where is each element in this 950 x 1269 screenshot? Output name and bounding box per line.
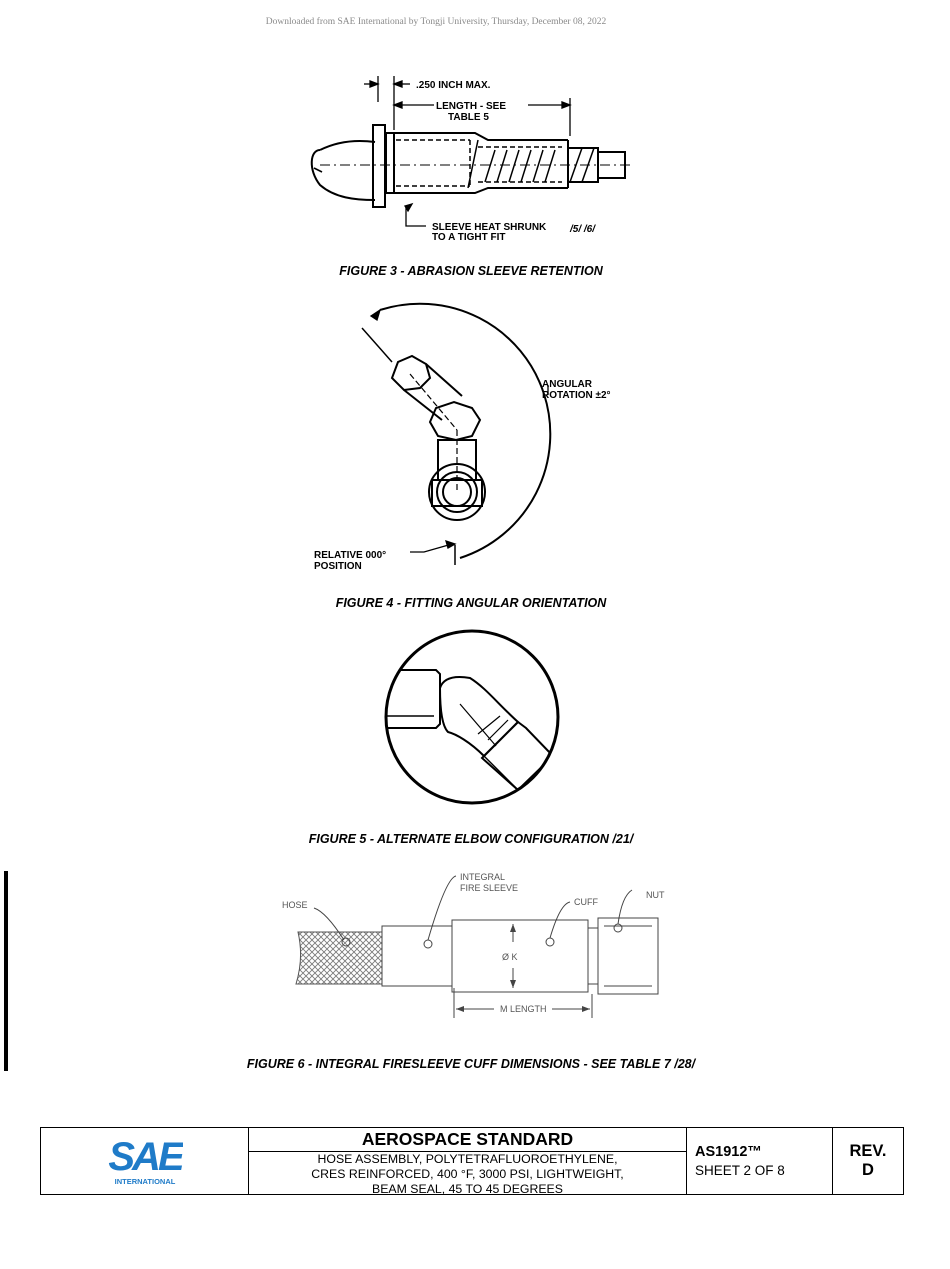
figure-3-sleeve-line2: TO A TIGHT FIT — [432, 232, 506, 243]
document-number: AS1912™ — [695, 1144, 762, 1160]
document-description — [249, 1152, 686, 1197]
revision-value: D — [862, 1161, 874, 1179]
figure-4-angular-line1: ANGULAR — [542, 379, 592, 390]
figure-3-length-line1: LENGTH - SEE — [436, 101, 507, 112]
figure-3-notes: /5/ /6/ — [570, 224, 596, 235]
description-line-1: HOSE ASSEMBLY, POLYTETRAFLUOROETHYLENE, — [317, 1152, 618, 1166]
figure-3-sleeve-line1: SLEEVE HEAT SHRUNK — [432, 222, 547, 233]
figure-4-caption: FIGURE 4 - FITTING ANGULAR ORIENTATION — [335, 596, 607, 610]
figure-4-relative-line1: RELATIVE 000° — [314, 550, 387, 561]
title-block — [40, 1127, 904, 1195]
title-block-number-cell — [687, 1128, 833, 1194]
figure-6-caption: FIGURE 6 - INTEGRAL FIRESLEEVE CUFF DIMENSIONS - SEE TABLE 7 /28/ — [246, 1057, 696, 1071]
revision-label: REV. — [849, 1142, 887, 1160]
sae-logo-subtitle: INTERNATIONAL — [114, 1177, 176, 1186]
title-block-revision-cell — [833, 1128, 903, 1194]
figure-6-hose-label: HOSE — [282, 900, 308, 910]
description-line-2: CRES REINFORCED, 400 °F, 3000 PSI, LIGHTWEIGHT, — [311, 1167, 624, 1181]
title-block-logo-cell — [41, 1128, 249, 1194]
figure-6-m-length-label: M LENGTH — [500, 1004, 547, 1014]
figure-4-angular-line2: ROTATION ±2° — [542, 390, 611, 401]
figure-6-integral-line2: FIRE SLEEVE — [460, 883, 519, 893]
download-watermark: Downloaded from SAE International by Tongji University, Thursday, December 08, 2022 — [265, 17, 607, 27]
figure-3-caption: FIGURE 3 - ABRASION SLEEVE RETENTION — [339, 264, 603, 278]
figure-5-drawing — [378, 628, 568, 810]
figure-6-diameter-label: Ø K — [502, 952, 518, 962]
sheet-number: SHEET 2 OF 8 — [695, 1163, 785, 1178]
standard-type: AEROSPACE STANDARD — [249, 1128, 686, 1152]
figure-4-drawing — [300, 290, 640, 580]
figure-3-dim-max: .250 INCH MAX. — [416, 80, 491, 91]
figure-5-caption: FIGURE 5 - ALTERNATE ELBOW CONFIGURATION /21/ — [308, 832, 634, 846]
figure-6-integral-line1: INTEGRAL — [460, 872, 506, 882]
figure-6-nut-label: NUT — [646, 890, 665, 900]
description-line-3: BEAM SEAL, 45 TO 45 DEGREES — [372, 1182, 563, 1196]
change-bar — [4, 871, 8, 1071]
figure-6-drawing — [270, 868, 670, 1024]
figure-6-cuff-label: CUFF — [574, 897, 598, 907]
figure-4-relative-line2: POSITION — [314, 561, 362, 572]
sae-logo-letters: SAE — [108, 1135, 182, 1179]
figure-3-length-line2: TABLE 5 — [448, 112, 489, 123]
sae-international-logo — [107, 1134, 183, 1186]
title-block-title-cell — [249, 1128, 687, 1194]
figure-3-drawing — [300, 70, 640, 250]
